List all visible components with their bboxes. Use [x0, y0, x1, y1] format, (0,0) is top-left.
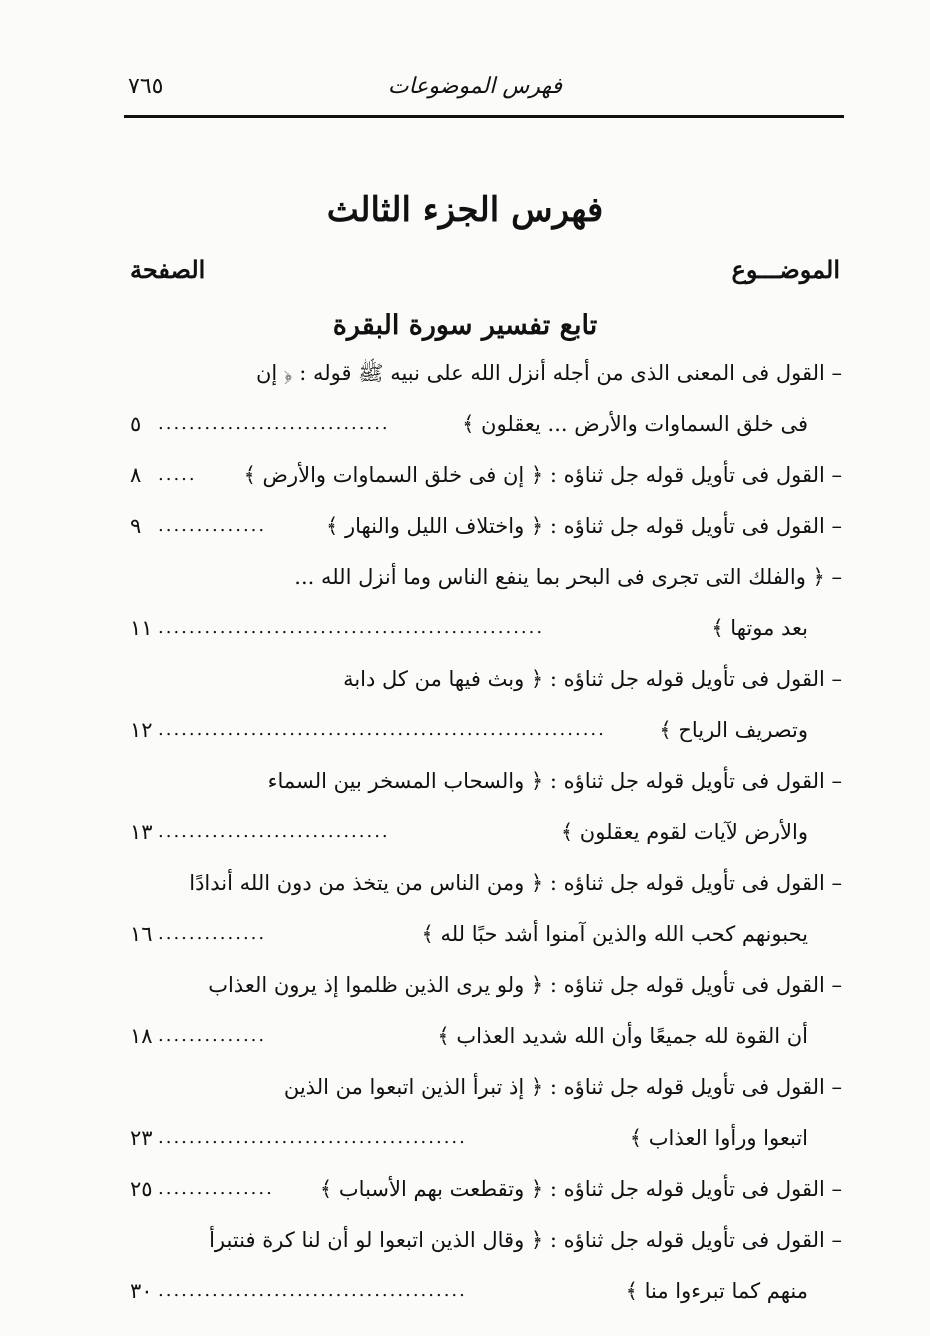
- toc-page-number: ١٨: [130, 1024, 153, 1048]
- toc-page-number: ٥: [130, 412, 142, 436]
- toc-entry-continuation: [130, 707, 842, 758]
- toc-entry-continuation: [130, 1268, 842, 1319]
- dot-leader: ........................................: [158, 1280, 467, 1301]
- dot-leader: ..............: [158, 1025, 267, 1046]
- toc-entry-text: – القول فى تأويل قوله جل ثناؤه : ﴿ ولو يرى الذين ظلموا إذ يرون العذاب: [208, 973, 842, 997]
- toc-entry-text: – القول فى تأويل قوله جل ثناؤه : ﴿ وقال الذين اتبعوا لو أن لنا كرة فنتبرأ: [209, 1228, 842, 1252]
- toc-page-number: ٩: [130, 514, 142, 538]
- table-of-contents: [130, 350, 842, 1319]
- header-rule: [124, 115, 844, 118]
- toc-entry: [130, 503, 842, 554]
- toc-entry-continuation: [130, 1013, 842, 1064]
- toc-entry-continuation: [130, 809, 842, 860]
- dot-leader: ..............: [158, 923, 267, 944]
- toc-entry-text: منهم كما تبرءوا منا ﴾: [625, 1279, 808, 1303]
- toc-entry-text: – ﴿ والفلك التى تجرى فى البحر بما ينفع الناس وما أنزل الله ...: [294, 565, 842, 589]
- toc-page-number: ٢٣: [130, 1126, 153, 1150]
- dot-leader: ..............: [158, 515, 267, 536]
- dot-leader: ..........................................................: [158, 719, 606, 740]
- toc-entry: [130, 962, 842, 1013]
- dot-leader: ...............: [158, 1178, 274, 1199]
- dot-leader: ........................................: [158, 1127, 467, 1148]
- toc-entry-text: أن القوة لله جميعًا وأن الله شديد العذاب ﴾: [437, 1024, 808, 1048]
- toc-entry: [130, 350, 842, 401]
- toc-entry-text: اتبعوا ورأوا العذاب ﴾: [629, 1126, 808, 1150]
- dot-leader: ..............................: [158, 413, 390, 434]
- running-title: فهرس الموضوعات: [387, 74, 562, 99]
- toc-entry-text: والأرض لآيات لقوم يعقلون ﴾: [560, 820, 808, 844]
- toc-entry-text: – القول فى تأويل قوله جل ثناؤه : ﴿ إذ تبرأ الذين اتبعوا من الذين: [283, 1075, 842, 1099]
- toc-entry-text: – القول فى تأويل قوله جل ثناؤه : ﴿ والسحاب المسخر بين السماء: [267, 769, 842, 793]
- toc-page-number: ١٢: [130, 718, 153, 742]
- toc-entry: [130, 656, 842, 707]
- toc-entry: [130, 452, 842, 503]
- toc-entry-text: – القول فى تأويل قوله جل ثناؤه : ﴿ وبث فيها من كل دابة: [343, 667, 842, 691]
- toc-entry-text: – القول فى تأويل قوله جل ثناؤه : ﴿ إن فى خلق السماوات والأرض ﴾: [243, 463, 842, 487]
- toc-entry: [130, 1064, 842, 1115]
- toc-entry-text: – القول فى تأويل قوله جل ثناؤه : ﴿ وتقطعت بهم الأسباب ﴾: [319, 1177, 842, 1201]
- toc-entry-text: وتصريف الرياح ﴾: [659, 718, 808, 742]
- dot-leader: ..................................................: [158, 617, 545, 638]
- page-number: ٧٦٥: [128, 74, 164, 99]
- toc-entry-text: – القول فى تأويل قوله جل ثناؤه : ﴿ ومن الناس من يتخذ من دون الله أندادًا: [189, 871, 842, 895]
- dot-leader: ..............................: [158, 821, 390, 842]
- toc-entry-continuation: [130, 1115, 842, 1166]
- toc-page-number: ١١: [130, 616, 153, 640]
- toc-entry-continuation: [130, 911, 842, 962]
- toc-entry-continuation: [130, 605, 842, 656]
- toc-page-number: ٨: [130, 463, 142, 487]
- topic-column-heading: الموضـــوع: [731, 255, 840, 284]
- toc-page-number: ١٣: [130, 820, 153, 844]
- toc-entry-text: – القول فى المعنى الذى من أجله أنزل الله على نبيه ﷺ قوله : ﴿ إن: [255, 361, 842, 385]
- toc-entry-text: فى خلق السماوات والأرض ... يعقلون ﴾: [462, 412, 808, 436]
- toc-page-number: ٣٠: [130, 1279, 153, 1303]
- toc-page-number: ٢٥: [130, 1177, 153, 1201]
- dot-leader: .....: [158, 464, 197, 485]
- section-title: تابع تفسير سورة البقرة: [332, 310, 598, 341]
- toc-entry-text: يحبونهم كحب الله والذين آمنوا أشد حبًا لله ﴾: [421, 922, 808, 946]
- running-header: [124, 62, 844, 102]
- toc-entry: [130, 758, 842, 809]
- page-column-heading: الصفحة: [130, 255, 206, 284]
- toc-entry: [130, 1166, 842, 1217]
- toc-entry-continuation: [130, 401, 842, 452]
- toc-page-number: ١٦: [130, 922, 153, 946]
- toc-entry: [130, 860, 842, 911]
- toc-entry-text: بعد موتها ﴾: [711, 616, 808, 640]
- toc-entry: [130, 554, 842, 605]
- toc-entry: [130, 1217, 842, 1268]
- toc-entry-text: – القول فى تأويل قوله جل ثناؤه : ﴿ واختلاف الليل والنهار ﴾: [325, 514, 842, 538]
- index-title: فهرس الجزء الثالث: [326, 190, 604, 230]
